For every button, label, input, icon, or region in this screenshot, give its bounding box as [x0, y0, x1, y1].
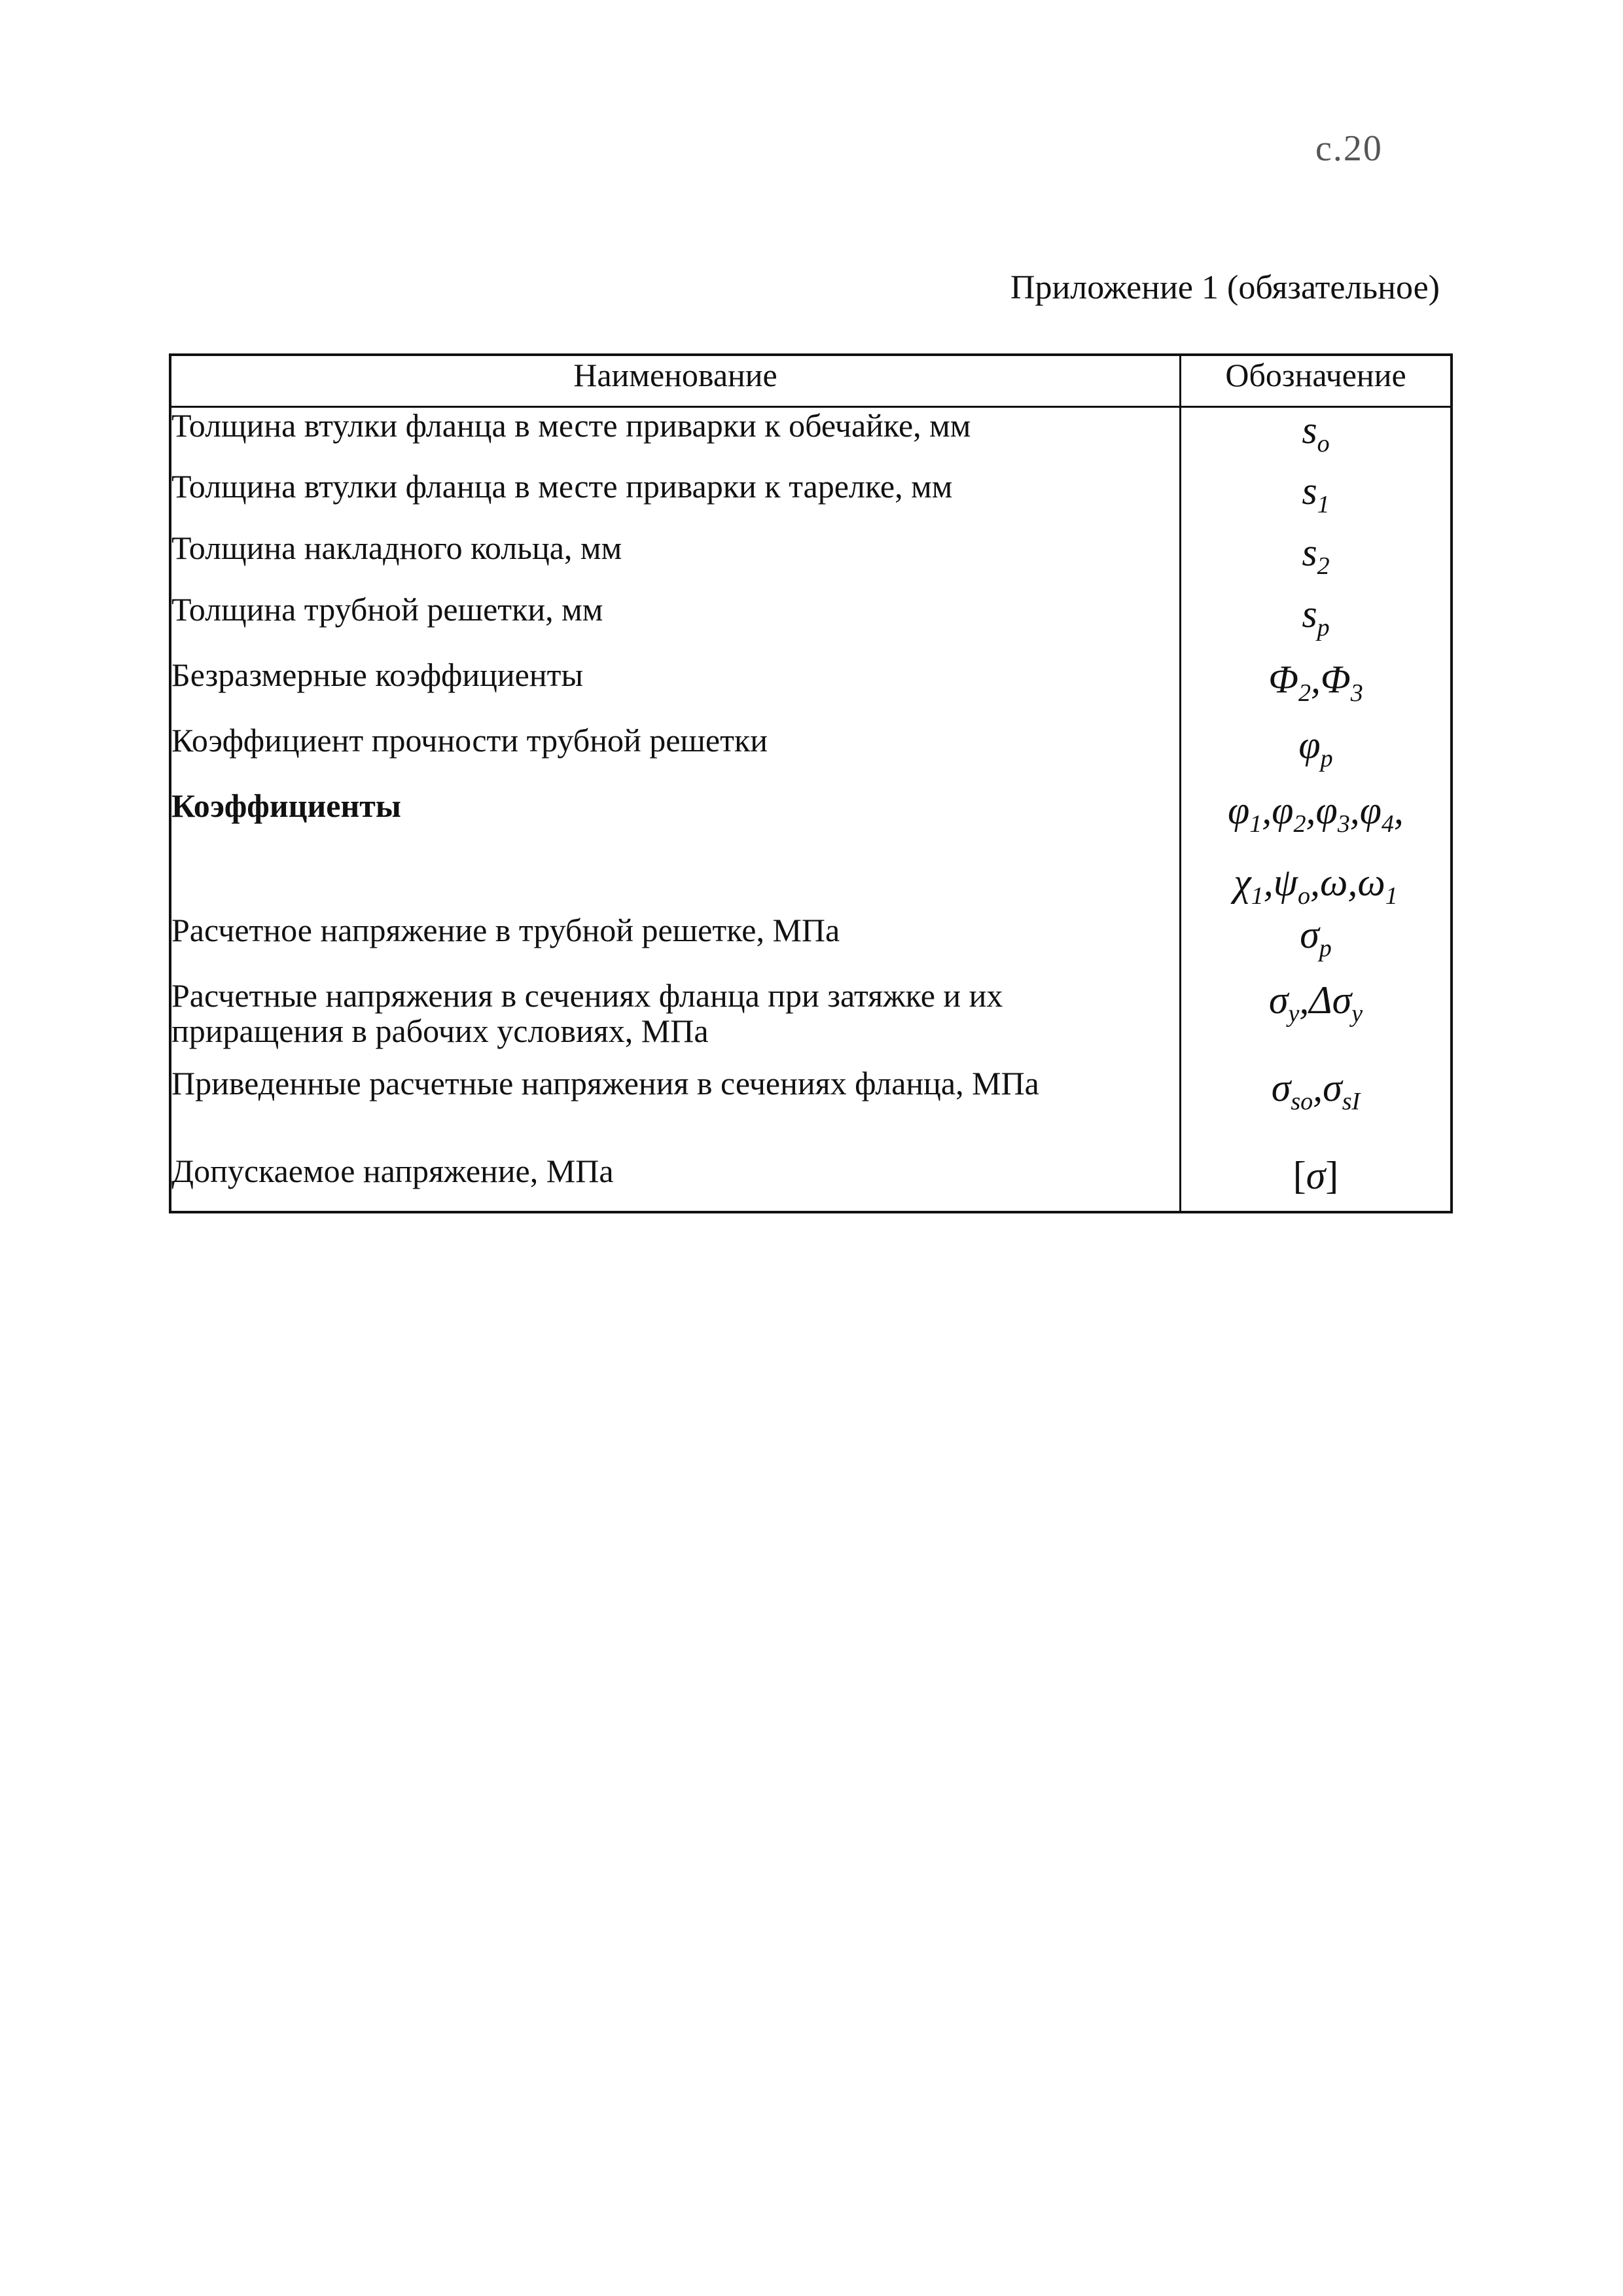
row-name: Толщина трубной решетки, мм: [170, 592, 1181, 657]
table-row: [170, 657, 1452, 723]
row-symbol: $s_2$: [1302, 530, 1330, 580]
row-symbol: $s_p$: [1302, 592, 1330, 641]
row-name: Безразмерные коэффициенты: [170, 657, 1181, 723]
row-symbol: $\sigma_y,\Delta\sigma_y$: [1268, 978, 1363, 1028]
row-name: Толщина втулки фланца в месте приварки к тарелке, мм: [170, 469, 1181, 530]
row-symbol: $\varphi_1,\varphi_2,\varphi_3,\varphi_4$,: [1228, 788, 1404, 838]
row-symbol: $\sigma_{so},\sigma_{sI}$: [1271, 1066, 1361, 1115]
row-name: Расчетные напряжения в сечениях фланца при затяжке и их приращения в рабочих условиях, МПа: [170, 978, 1181, 1066]
table-row: [170, 407, 1452, 469]
row-symbol: $s_o$: [1302, 408, 1330, 457]
row-symbol: $\Phi_2,\Phi_3$: [1268, 657, 1363, 707]
row-name: Толщина втулки фланца в месте приварки к обечайке, мм: [170, 407, 1181, 469]
table-row: [170, 1066, 1452, 1153]
row-symbol: $\chi_1,\psi_o,\omega,\omega_1$: [1234, 860, 1398, 910]
header-name: Наименование: [170, 355, 1181, 407]
row-name: Допускаемое напряжение, МПа: [170, 1153, 1181, 1212]
table-row: [170, 912, 1452, 978]
row-name: [170, 860, 1181, 912]
row-name: Толщина накладного кольца, мм: [170, 530, 1181, 592]
row-symbol: $s_1$: [1302, 469, 1330, 518]
table-row: [170, 530, 1452, 592]
appendix-title: Приложение 1 (обязательное): [1010, 269, 1440, 306]
row-name: Коэффициенты: [170, 788, 1181, 860]
row-name: Коэффициент прочности трубной решетки: [170, 723, 1181, 788]
row-symbol: $\varphi_p$: [1298, 723, 1333, 772]
table-row: [170, 1153, 1452, 1212]
table-row: [170, 723, 1452, 788]
table-header-row: [170, 355, 1452, 407]
row-name: Приведенные расчетные напряжения в сечениях фланца, МПа: [170, 1066, 1181, 1153]
row-name: Расчетное напряжение в трубной решетке, МПа: [170, 912, 1181, 978]
designations-table: [169, 353, 1453, 1213]
page-number: c.20: [1315, 128, 1383, 169]
row-symbol: $\sigma_p$: [1300, 912, 1332, 962]
table-row: [170, 788, 1452, 860]
row-symbol: [σ]: [1293, 1153, 1339, 1197]
table-row: [170, 860, 1452, 912]
header-symbol: Обозначение: [1181, 355, 1452, 407]
table-row: [170, 978, 1452, 1066]
table-row: [170, 592, 1452, 657]
table-row: [170, 469, 1452, 530]
